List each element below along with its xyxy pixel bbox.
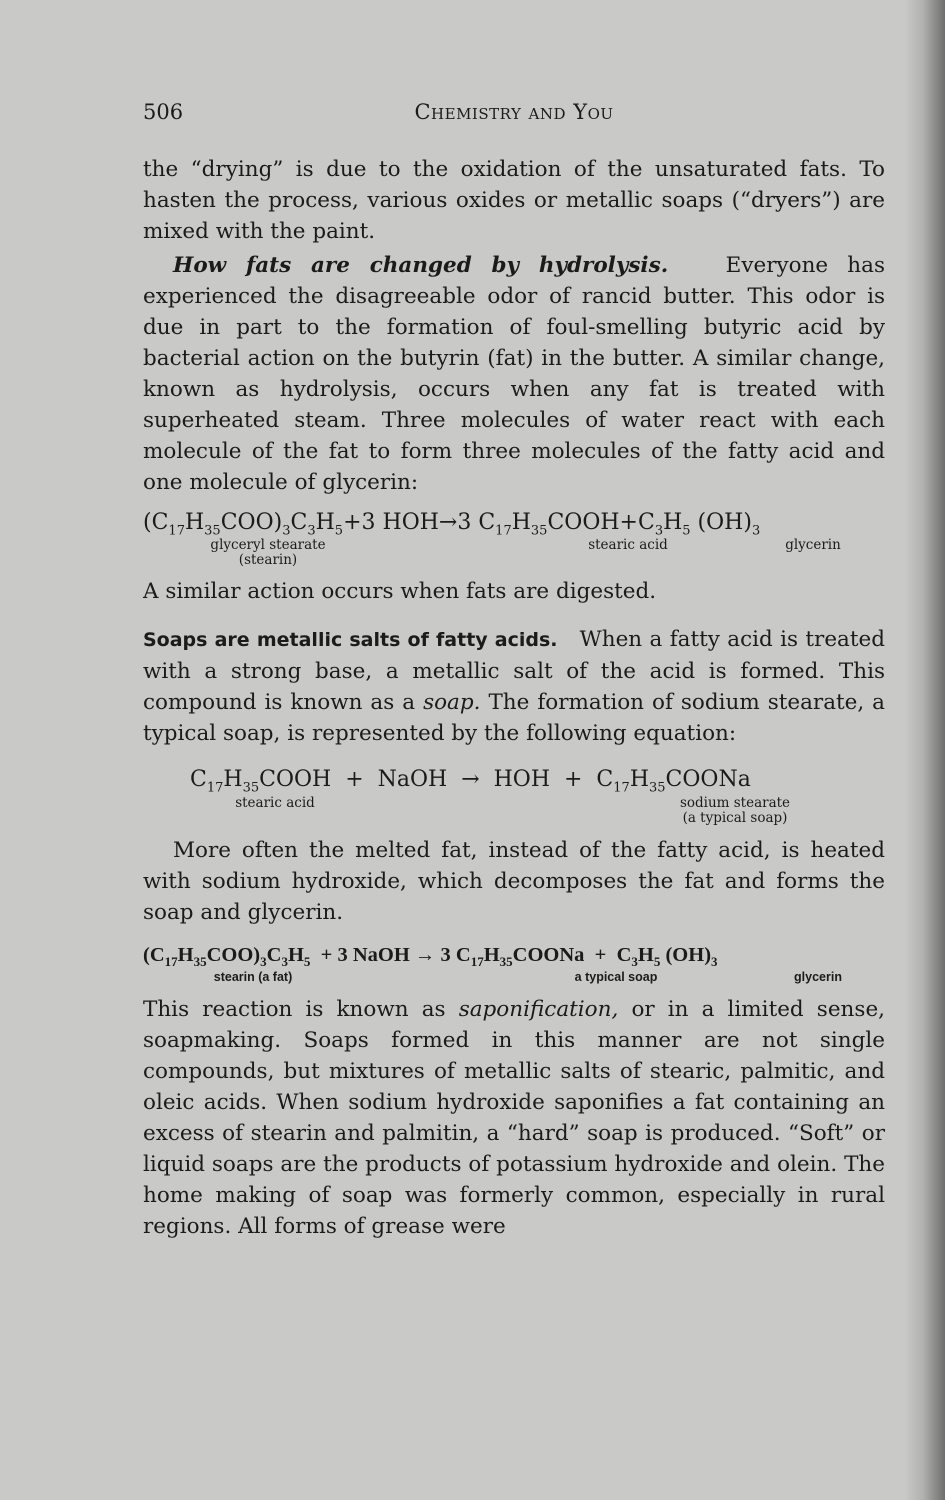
paragraph-drying: the “drying” is due to the oxidation of the unsaturated fats. To hasten the process, various oxides or metallic soaps (“dryers”) are mixed with the paint. — [143, 157, 885, 244]
label-glycerin: glycerin — [785, 537, 841, 554]
saponification-text-after: or in a limited sense, soapmaking. Soaps formed in this manner are not single compounds, but mixtures of metallic salts of stearic, palmitic, and oleic acids. When sodium hydroxide saponifies a fat containing an excess of stearin and palmitin, a “hard” soap is produced. “Soft” or liquid soaps are the products of potassium hydroxide and olein. The home making of soap was formerly common, especially in rural regions. All forms of grease were — [143, 996, 885, 1239]
paragraph-digestion: A similar action occurs when fats are digested. — [143, 579, 657, 605]
soaps-text-after: The formation of sodium stearate, a typical soap, is represented by the following equation: — [143, 690, 885, 747]
paragraph-saponification — [143, 994, 885, 1242]
soaps-text-before: When a fatty acid is treated with a strong base, a metallic salt of the acid is formed. This compound is known as a — [143, 627, 885, 716]
soap-term: soap. — [423, 690, 481, 716]
paragraph-hydrolysis — [143, 250, 885, 498]
label-glycerin-2: glycerin — [794, 969, 842, 984]
paragraph-soaps — [143, 624, 885, 749]
page-number: 506 — [143, 100, 184, 124]
hydrolysis-text: Everyone has experienced the disagreeable odor of rancid butter. This odor is due in part to the formation of foul-smelling butyric acid by bacterial action on the butyrin (fat) in the butter. A similar change, known as hydrolysis, occurs when any fat is treated with superheated steam. Three molecules of water react with each molecule of the fat to form three molecules of the fatty acid and one molecule of glycerin: — [143, 253, 885, 495]
label-typical-soap: a typical soap — [574, 969, 658, 984]
hydrolysis-equation-formula: $(C_{17}H_{35}COO)_3C_3H_5+3$ HOH→3 $C_{17}H_{35}COOH+C_3H_5$ $(OH)_3$ — [143, 510, 761, 539]
soap-equation-labels — [190, 796, 885, 830]
hydrolysis-heading: How fats are changed by hydrolysis. — [173, 253, 669, 278]
label-glyceryl-stearate: glyceryl stearate (stearin) — [210, 537, 326, 569]
saponification-equation-labels — [143, 970, 885, 988]
book-spine-shadow — [905, 0, 945, 1500]
running-head: Chemistry and You — [414, 100, 614, 124]
label-stearin-fat: stearin (a fat) — [213, 969, 293, 984]
hydrolysis-equation-labels — [143, 538, 885, 570]
hydrolysis-equation — [143, 510, 885, 570]
saponification-equation-formula: $(C_{17}H_{35}COO)_3C_3H_5 + 3$ NaOH → 3 $C_{17}H_{35}COONa + C_3H_5$ $(OH)_3$ — [143, 943, 718, 969]
label-stearic-acid-2: stearic acid — [235, 794, 315, 811]
label-sodium-stearate: sodium stearate (a typical soap) — [679, 794, 791, 826]
paragraph-melted-fat: More often the melted fat, instead of the fatty acid, is heated with sodium hydroxide, which decomposes the fat and forms the soap and glycerin. — [143, 837, 885, 925]
book-page — [143, 96, 885, 1242]
saponification-equation — [143, 944, 885, 988]
saponification-text-before: This reaction is known as — [143, 996, 446, 1022]
soap-equation-formula: $C_{17}H_{35}COOH$ + NaOH → HOH + $C_{17}H_{35}COONa$ — [190, 767, 751, 796]
saponification-term: saponification, — [458, 996, 619, 1022]
soap-equation — [143, 767, 885, 829]
page-header — [143, 96, 885, 136]
label-stearic-acid: stearic acid — [588, 537, 668, 554]
soaps-heading: Soaps are metallic salts of fatty acids. — [143, 629, 558, 652]
